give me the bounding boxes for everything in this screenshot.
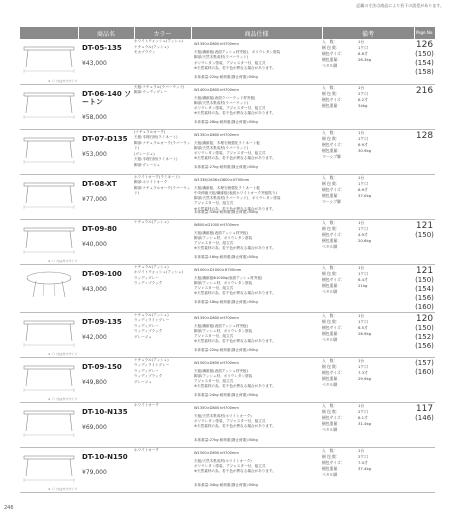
material-line: ※天然素材の為、若干色が異なる場合があります。 (194, 291, 276, 296)
remark-package-size: 6.2才 (358, 96, 368, 102)
page-ref: (156) (415, 293, 434, 302)
product-price: ¥53,000 (82, 150, 107, 158)
page-ref: 121 (415, 265, 434, 276)
product-row (20, 84, 435, 129)
page-refs (414, 174, 435, 219)
color-list (134, 174, 191, 219)
product-name-cell (78, 39, 134, 84)
color-option: ナチュラル(アッシュ) (134, 312, 169, 317)
remark-package-size: 6.5才 (358, 324, 368, 330)
material-line: ポリウレタン塗装、アジャスター付、組立式 (194, 151, 266, 156)
product-name: DT-10-N150 (82, 452, 128, 461)
spec-cell (191, 219, 322, 264)
color-option: ウッディグレー (134, 368, 159, 373)
material-line: 天板/繊維板(表面アッシュ材突板)、ポリウレタン塗装 (194, 50, 281, 55)
color-option: ウッディライトグレー (134, 363, 170, 368)
remarks-cell: 入 数： 1台 梱 包 数： 2ケ口 梱包サイズ： 6.2才 梱包重量： 34kg (322, 84, 414, 129)
material-line: 天板/繊維板(表面アッシュ材突板) (194, 323, 249, 328)
product-name-cell (78, 174, 134, 219)
material-line: ※天然素材の為、若干色が異なる場合があります。 (194, 339, 276, 344)
color-option: (ナチュラルオーク) (134, 129, 166, 134)
product-name: DT-09-135 (82, 317, 122, 326)
product-row (20, 39, 435, 84)
table-header (20, 27, 435, 39)
color-option: ウッディブラック (134, 329, 163, 334)
product-name: DT-06-140 ソートン (82, 89, 132, 106)
color-option: ウッディライトグレー (134, 318, 170, 323)
spec-cell (191, 39, 322, 84)
product-name: DT-10-N135 (82, 407, 128, 416)
product-price: ¥40,000 (82, 240, 107, 248)
color-option: 脚部:ナチュラルオーク(ラバーウッド) (134, 185, 191, 196)
material-line: ポリウレタン塗装、アジャスター付、組立式 (194, 60, 266, 65)
remark-packages: 2ケ口 (358, 453, 369, 459)
page-ref: (150) (415, 275, 434, 284)
color-list (134, 357, 191, 402)
product-image (20, 264, 78, 312)
product-row (20, 312, 435, 357)
remarks-cell: 入 数： 1台 梱 包 数： 1ケ口 梱包サイズ： 7.3才 梱包重量： 29.9kg ベタル脚 (322, 357, 414, 402)
remark-package-size: 7.3才 (358, 369, 368, 375)
page-refs (414, 39, 435, 84)
product-weight: 本体重量:18kg 耐荷重(静止荷重):50kg (194, 300, 258, 305)
remark-leg-type: マーシブ脚 (322, 153, 341, 159)
material-line: ※天然素材の為、若干色が異なる場合があります。 (194, 469, 276, 474)
product-image (20, 174, 78, 219)
spec-cell (191, 312, 322, 357)
page-ref: (150) (415, 230, 434, 239)
product-size: W1500×D850×H700mm (194, 360, 239, 365)
color-list (134, 402, 191, 447)
color-option: ナチュラル(アッシュ) (134, 44, 169, 49)
material-line: ※天然素材の為、若干色が異なる場合があります。 (194, 156, 276, 161)
color-option: グレージュ (134, 379, 152, 384)
product-weight: 本体重量:27kg 耐荷重(静止荷重):50kg (194, 165, 258, 170)
material-line: 脚部/天然木集成材(ラバーウッド)、ポリウレタン塗装 (194, 196, 281, 201)
material-line: アジャスター付、組立式 (194, 241, 234, 246)
remarks-cell: 入 数： 1台 梱 包 数： 1ケ口 梱包サイズ： 4.9才 梱包重量： 20.6kg ベタル脚 (322, 219, 414, 264)
material-line: ポリウレタン塗装、アジャスター付、組立式 (194, 418, 266, 423)
remark-package-size: 6.9才 (358, 141, 368, 147)
remark-leg-type: ベタル脚 (322, 336, 338, 342)
material-line: 天板/繊維板、木理石柄強化ラミネート板 (194, 185, 260, 190)
page-refs (414, 312, 435, 357)
page-ref: (152) (415, 332, 434, 341)
color-option: ホワイトウォッシュ(アッシュ) (134, 270, 183, 275)
remark-leg-type: ベタル脚 (322, 63, 338, 68)
color-option: 天板:木理石柄(ラミネート) (134, 157, 178, 162)
page-ref: 117 (415, 403, 434, 414)
page-ref: (154) (415, 59, 434, 67)
material-line: 天板/繊維板Φ1000φ(表面アッシュ材突板) (194, 275, 263, 280)
product-size: W1500×D850×H700mm (194, 450, 239, 455)
page-ref: (160) (415, 302, 434, 311)
product-name-cell (78, 357, 134, 402)
spec-cell (191, 402, 322, 447)
page-ref: (158) (415, 68, 434, 76)
spec-cell (191, 447, 322, 492)
page-ref: 120 (415, 313, 434, 324)
product-size: W800×D1000×H700mm (194, 222, 239, 227)
product-image (20, 357, 78, 402)
color-option: ホワイトウォッシュ(アッシュ) (134, 39, 183, 43)
remark-qty: 1台 (358, 219, 365, 225)
remark-packages: 1ケ口 (358, 180, 369, 186)
page-ref: (150) (415, 50, 434, 58)
material-line: ※天然素材の為、若干色が異なる場合があります。 (194, 424, 276, 429)
color-option: ホワイトオーク (134, 447, 159, 452)
material-line: ※天然素材の為、若干色が異なる場合があります。 (194, 384, 276, 389)
material-line: アジャスター付、組立式 (194, 379, 234, 384)
product-size: W1350×D800×H700mm (194, 405, 239, 410)
product-name-cell (78, 84, 134, 129)
material-line: 天板/天然木集成材(ホワイトオーク) (194, 413, 252, 418)
material-line: 天板/繊維板(表面ラバーウッド材突板) (194, 95, 256, 100)
color-option: ナチュラル(アッシュ) (134, 264, 169, 269)
remark-package-weight: 26.3kg (358, 57, 372, 62)
product-size: W1336/1636×D800×H700mm (194, 177, 250, 182)
material-line: ※天然素材の為、若干色が異なる場合があります。 (194, 246, 276, 251)
remark-packages: 1ケ口 (358, 363, 369, 369)
remark-package-weight: 34kg (358, 102, 368, 108)
product-row (20, 129, 435, 174)
color-list (134, 312, 191, 357)
product-row (20, 264, 435, 312)
product-name-cell (78, 129, 134, 174)
remarks-cell: 入 数： 1台 梱 包 数： 1ケ口 梱包サイズ： 6.5才 梱包重量： 26.9kg ベタル脚 (322, 312, 414, 357)
material-line: アジャスター付、組立式 (194, 286, 234, 291)
product-weight: 本体重量:22kg 耐荷重(静止荷重):50kg (194, 348, 258, 353)
remarks-cell: 入 数： 1台 梱 包 数： 2ケ口 梱包サイズ： 6.1才 梱包重量： 31.4kg ベタル脚 (322, 402, 414, 447)
page-refs (414, 402, 435, 447)
material-line: 脚部/アッシュ材、ポリウレタン塗装 (194, 280, 253, 285)
product-image (20, 129, 78, 174)
remark-package-size: 7.0才 (358, 459, 368, 465)
dimension-note: 記載の寸法は商品により若干の誤差があります。 (356, 3, 444, 8)
remark-packages: 1ケ口 (358, 270, 369, 276)
remark-leg-type: ベタル脚 (322, 426, 338, 432)
header-product: 商品名 (78, 27, 134, 39)
color-option: ウッディブラック (134, 281, 163, 286)
remarks-cell: 入 数： 1台 梱 包 数： 1ケ口 梱包サイズ： 6.4才 梱包重量： 21kg ベタル脚 (322, 264, 414, 312)
material-line: 脚部/天然木集成材(ラバーウッド) (194, 100, 249, 105)
material-line: ポリウレタン塗装、アジャスター付、組立式 (194, 463, 266, 468)
material-line: 天板/繊維板、木理石柄強化ラミネート板 (194, 140, 260, 145)
material-line: 脚部/天然木集成材(ラバーウッド) (194, 145, 249, 150)
header-page: Page No. (414, 27, 435, 39)
product-size: W1350×D800×H700mm (194, 132, 239, 137)
product-weight: 本体重量:33kg 耐荷重(静止荷重):50kg (194, 210, 258, 215)
product-row (20, 219, 435, 264)
color-option: ウッディグレー (134, 323, 159, 328)
remark-qty: 1台 (358, 447, 365, 453)
page-ref: (160) (415, 367, 434, 376)
material-line: 脚部/アッシュ材、ポリウレタン塗装 (194, 328, 253, 333)
product-weight: 本体重量:34kg 耐荷重(静止荷重):50kg (194, 483, 258, 488)
product-row (20, 402, 435, 447)
page-ref: (154) (415, 284, 434, 293)
remark-leg-type: ベタル脚 (322, 243, 338, 249)
remark-packages: 1ケ口 (358, 45, 369, 50)
page-refs (414, 219, 435, 264)
product-price: ¥58,000 (82, 113, 107, 121)
spec-cell (191, 264, 322, 312)
color-list (134, 39, 191, 84)
remark-packages: 1ケ口 (358, 318, 369, 324)
remark-package-size: 6.6才 (358, 51, 368, 56)
page-ref: 121 (415, 220, 434, 231)
page-ref: 128 (415, 130, 434, 141)
remark-packages: 1ケ口 (358, 135, 369, 141)
color-option: ウッディブラック (134, 374, 163, 379)
table-body (20, 39, 435, 492)
material-line: アジャスター付、組立式 (194, 201, 234, 206)
remark-package-size: 6.4才 (358, 276, 368, 282)
material-line: 脚部/アッシュ材、ポリウレタン塗装 (194, 373, 253, 378)
product-image (20, 84, 78, 129)
material-line: ※天然素材の為、若干色が異なる場合があります。 (194, 206, 276, 211)
product-name: DT-09-100 (82, 269, 122, 278)
page-ref: (156) (415, 341, 434, 350)
spec-cell (191, 357, 322, 402)
spec-cell (191, 129, 322, 174)
remark-qty: 1台 (358, 174, 365, 180)
color-option: ホワイトオーク(ラミネート) (134, 174, 180, 179)
color-option: 脚部:グレージュ (134, 163, 161, 168)
product-name: DT-07-D135 (82, 134, 128, 143)
product-price: ¥79,000 (82, 468, 107, 476)
material-line: 脚部/天然木集成材(ラバーウッド) (194, 55, 249, 60)
header-spec: 商品仕様 (191, 27, 322, 39)
remark-package-weight: 29.9kg (358, 375, 372, 381)
color-option: ホワイトオーク (134, 402, 159, 407)
page-ref: 216 (415, 85, 434, 96)
color-option: 脚部:ナチュラルオーク(ラバーウッド) (134, 140, 191, 151)
color-option: ナチュラル(アッシュ) (134, 219, 169, 224)
page-ref: (157) (415, 358, 434, 367)
product-name-cell (78, 219, 134, 264)
remarks-cell: 入 数： 1台 梱 包 数： 1ケ口 梱包サイズ： 6.9才 梱包重量： 30.9kg マーシブ脚 (322, 129, 414, 174)
image-caption: ※（）内は外寸サイズ (48, 258, 78, 263)
product-weight: 本体重量:27kg 耐荷重(静止荷重):50kg (194, 438, 258, 443)
color-list (134, 84, 191, 129)
material-line: ポリウレタン塗装、アジャスター付、組立式 (194, 106, 266, 111)
remarks-cell: 入 数： 1台 梱 包 数： 1ケ口 梱包サイズ： 6.9才 梱包重量： 37.0kg マーシブ脚 (322, 174, 414, 219)
product-image (20, 312, 78, 357)
material-line: 中央伸縮天板/繊維板(表面ホワイトオーク突板貼り) (194, 190, 277, 195)
product-name-cell (78, 312, 134, 357)
remark-qty: 1台 (358, 402, 365, 408)
color-list (134, 219, 191, 264)
remark-package-size: 6.9才 (358, 186, 368, 192)
color-list (134, 447, 191, 492)
material-line: 脚部/アッシュ材、ポリウレタン塗装 (194, 235, 253, 240)
remark-qty: 1台 (358, 264, 365, 270)
product-name-cell (78, 447, 134, 492)
material-line: 天板/繊維板(表面アッシュ材突板) (194, 368, 249, 373)
page-refs (414, 129, 435, 174)
product-price: ¥42,000 (82, 333, 107, 341)
product-image (20, 447, 78, 492)
color-option: ナチュラル(アッシュ) (134, 357, 169, 362)
header-remarks: 備考 (322, 27, 414, 39)
product-price: ¥69,000 (82, 423, 107, 431)
remark-package-weight: 37.0kg (358, 192, 372, 198)
product-image (20, 219, 78, 264)
material-line: 天板/繊維板(表面アッシュ材突板) (194, 230, 249, 235)
remark-qty: 1台 (358, 357, 365, 363)
product-row (20, 357, 435, 402)
remarks-cell: 入 数： 1台 梱 包 数： 1ケ口 梱包サイズ： 6.6才 梱包重量： 26.3kg ベタル脚 (322, 39, 414, 84)
remarks-cell: 入 数： 1台 梱 包 数： 2ケ口 梱包サイズ： 7.0才 梱包重量： 37.4kg ベタル脚 (322, 447, 414, 492)
product-name-cell (78, 264, 134, 312)
product-size: W1000×D1000×H700mm (194, 267, 242, 272)
remark-package-size: 4.9才 (358, 231, 368, 237)
page-refs (414, 357, 435, 402)
color-option: 脚部:ウッディグレー (134, 90, 168, 95)
page-ref: (150) (415, 323, 434, 332)
material-line: 天板/天然木集成材(ホワイトオーク) (194, 458, 252, 463)
remark-leg-type: ベタル脚 (322, 381, 338, 387)
remark-package-weight: 37.4kg (358, 465, 372, 471)
product-table (20, 27, 435, 493)
product-name: DT-09-80 (82, 224, 117, 233)
product-weight: 本体重量:16kg 耐荷重(静止荷重):50kg (194, 255, 258, 260)
color-list (134, 264, 191, 312)
color-option: 天板:木理石柄(ラミネート) (134, 135, 178, 140)
remark-package-weight: 31.4kg (358, 420, 372, 426)
remark-packages: 2ケ口 (358, 90, 369, 96)
product-price: ¥77,000 (82, 195, 107, 203)
page-ref: 126 (415, 40, 434, 50)
remark-packages: 2ケ口 (358, 408, 369, 414)
remark-leg-type: ベタル脚 (322, 288, 338, 294)
image-caption: ※（）内は外寸サイズ (48, 351, 78, 356)
color-list (134, 129, 191, 174)
remark-package-weight: 30.9kg (358, 147, 372, 153)
page-refs (414, 447, 435, 492)
color-option: モカブラウン (134, 50, 156, 55)
page-refs (414, 264, 435, 312)
remark-qty: 1台 (358, 84, 365, 90)
product-size: W1400×D800×H700mm (194, 87, 239, 92)
product-price: ¥49,800 (82, 378, 107, 386)
product-name: DT-08-XT (82, 179, 117, 188)
page-ref: (146) (415, 413, 434, 422)
page-refs (414, 84, 435, 129)
spec-cell (191, 84, 322, 129)
color-option: グレージュ (134, 334, 152, 339)
product-row (20, 447, 435, 492)
color-option: 脚部:ホワイトオーク (134, 180, 168, 185)
product-image (20, 39, 78, 84)
color-option: ウッディグレー (134, 275, 159, 280)
product-row (20, 174, 435, 219)
header-image (20, 27, 78, 39)
product-size: W1350×D800×H700mm (194, 315, 239, 320)
remark-leg-type: ベタル脚 (322, 471, 338, 477)
material-line: ※天然素材の為、若干色が異なる場合があります。 (194, 65, 276, 70)
color-option: 天板:ナチュラル(ラバーウッド) (134, 84, 185, 89)
product-size: W1350×D800×H700mm (194, 42, 239, 46)
product-price: ¥43,000 (82, 60, 107, 67)
remark-package-weight: 21kg (358, 282, 368, 288)
product-weight: 本体重量:22kg 耐荷重(静止荷重):50kg (194, 74, 258, 79)
product-weight: 本体重量:28kg 耐荷重(静止荷重):50kg (194, 120, 258, 125)
remark-package-size: 6.1才 (358, 414, 368, 420)
color-option: (グレージュ) (134, 151, 155, 156)
remark-leg-type: マーシブ脚 (322, 198, 341, 204)
material-line: ※天然素材の為、若干色が異なる場合があります。 (194, 111, 276, 116)
product-weight: 本体重量:24kg 耐荷重(静止荷重):50kg (194, 393, 258, 398)
image-caption: ※（）内は外寸サイズ (48, 396, 78, 401)
product-name: DT-09-150 (82, 362, 122, 371)
header-color: カラー (134, 27, 191, 39)
remark-qty: 1台 (358, 129, 365, 135)
remark-packages: 1ケ口 (358, 225, 369, 231)
page-number: 246 (4, 505, 14, 511)
product-name: DT-05-135 (82, 44, 122, 52)
remark-package-weight: 20.6kg (358, 237, 372, 243)
image-caption: ※（）内は外寸サイズ (48, 78, 78, 83)
product-image (20, 402, 78, 447)
product-name-cell (78, 402, 134, 447)
remark-qty: 1台 (358, 312, 365, 318)
remark-qty: 1台 (358, 39, 365, 44)
product-price: ¥43,000 (82, 285, 107, 293)
remark-package-weight: 26.9kg (358, 330, 372, 336)
image-caption: ※（）内は外寸サイズ (48, 486, 78, 491)
material-line: アジャスター付、組立式 (194, 334, 234, 339)
spec-cell (191, 174, 322, 219)
